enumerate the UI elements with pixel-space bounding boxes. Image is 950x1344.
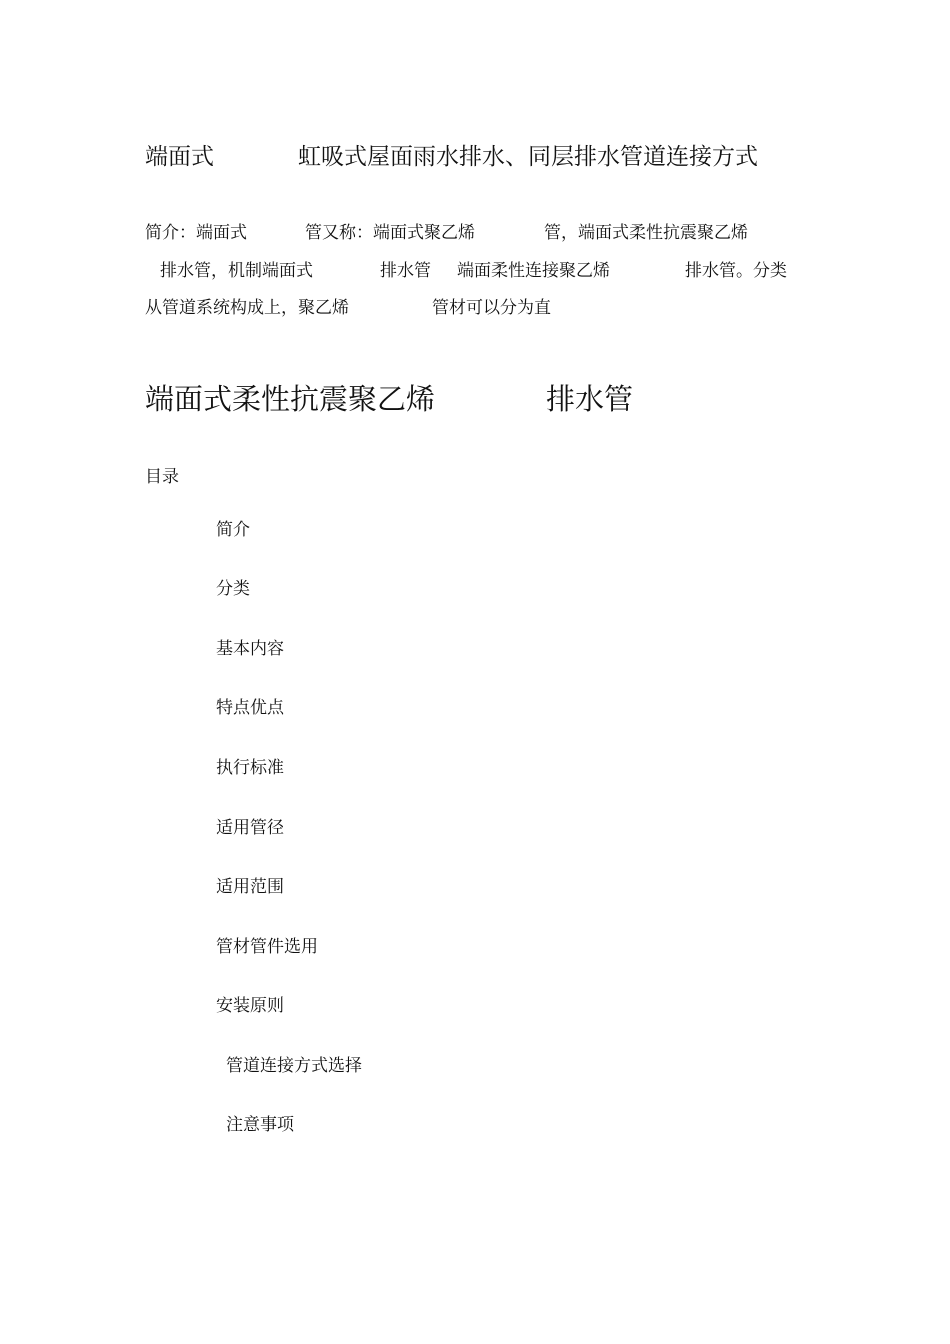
intro-line2-seg4: 排水管。分类 bbox=[685, 261, 787, 281]
title-part-2: 虹吸式屋面雨水排水、同层排水管道连接方式 bbox=[298, 144, 758, 170]
intro-line2-seg1: 排水管，机制端面式 bbox=[160, 261, 313, 281]
toc-item[interactable]: 分类 bbox=[216, 579, 250, 599]
intro-line2-seg2: 排水管 bbox=[380, 261, 431, 281]
heading2-part-1: 端面式柔性抗震聚乙烯 bbox=[145, 382, 436, 416]
toc-item[interactable]: 特点优点 bbox=[216, 698, 284, 718]
toc-item[interactable]: 执行标准 bbox=[216, 758, 284, 778]
intro-line3-seg2: 管材可以分为直 bbox=[432, 298, 551, 318]
intro-line1-seg3: 管，端面式柔性抗震聚乙烯 bbox=[544, 223, 748, 243]
title-part-1: 端面式 bbox=[145, 144, 214, 170]
toc-item[interactable]: 适用管径 bbox=[216, 818, 284, 838]
toc-item[interactable]: 管道连接方式选择 bbox=[226, 1056, 362, 1076]
toc-item[interactable]: 简介 bbox=[216, 520, 250, 540]
intro-line1-seg1: 简介：端面式 bbox=[145, 223, 247, 243]
toc-item[interactable]: 管材管件选用 bbox=[216, 937, 318, 957]
toc-item[interactable]: 基本内容 bbox=[216, 639, 284, 659]
intro-line3-seg1: 从管道系统构成上，聚乙烯 bbox=[145, 298, 349, 318]
heading2-part-2: 排水管 bbox=[546, 382, 634, 416]
toc-item[interactable]: 注意事项 bbox=[226, 1115, 294, 1135]
intro-line1-seg2: 管又称：端面式聚乙烯 bbox=[305, 223, 475, 243]
toc-item[interactable]: 安装原则 bbox=[216, 996, 284, 1016]
intro-line2-seg3: 端面柔性连接聚乙烯 bbox=[457, 261, 610, 281]
toc-item[interactable]: 适用范围 bbox=[216, 877, 284, 897]
toc-label: 目录 bbox=[145, 467, 179, 487]
